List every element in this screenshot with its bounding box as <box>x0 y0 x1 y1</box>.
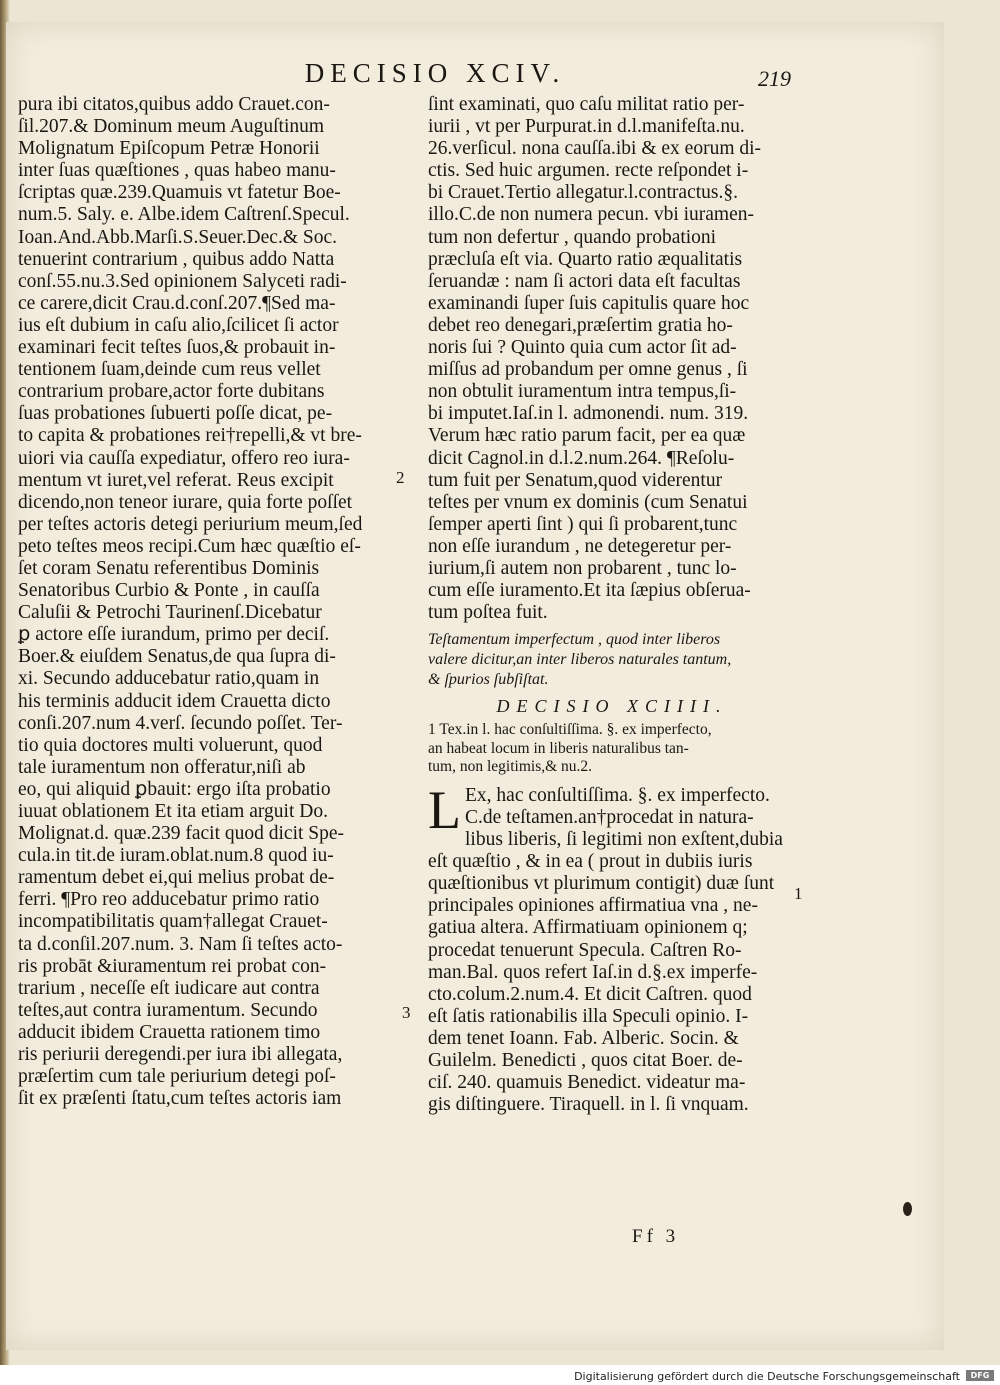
text-line: incompatibilitatis quam†allegat Crauet- <box>18 911 328 933</box>
footer-bar <box>0 1365 1000 1385</box>
text-line: ſet coram Senatu referentibus Dominis <box>18 557 320 579</box>
text-line: tale iuramentum non offeratur,niſi ab <box>18 756 306 778</box>
text-line: peto teſtes meos recipi.Cum hæc quæſtio eſ- <box>18 535 361 557</box>
text-line: to capita & probationes rei†repelli,& vt bre- <box>18 425 362 447</box>
margin-number: 2 <box>396 468 405 487</box>
text-line: miſſus ad probandum per omne genus , ſi <box>428 359 748 381</box>
text-line: his terminis adducit idem Crauetta dicto <box>18 690 331 712</box>
text-line: tenuerint contrarium , quibus addo Natta <box>18 248 335 270</box>
text-line: iurium,ſi autem non probarent , tunc lo- <box>428 557 737 579</box>
text-line: dicit Cagnol.in d.l.2.num.264. ¶Reſolu- <box>428 447 735 469</box>
text-line: Molignatum Epiſcopum Petræ Honorii <box>18 138 320 160</box>
text-line: C.de teſtamen.an†procedat in natura- <box>465 806 754 828</box>
margin-number: 1 <box>794 884 803 903</box>
decision-heading: DECISIO XCIIII. <box>496 696 728 717</box>
text-line: cto.colum.2.num.4. Et dicit Caſtren. quod <box>428 983 752 1005</box>
decision-body <box>428 779 796 1116</box>
text-line: pura ibi citatos,quibus addo Crauet.con- <box>18 94 330 115</box>
text-line: iuuat oblationem Et ita etiam arguit Do. <box>18 801 328 822</box>
index-line: an habeat locum in liberis naturalibus tan- <box>428 739 689 757</box>
text-line: man.Bal. quos refert Iaſ.in d.§.ex imperfe- <box>428 961 758 983</box>
ink-blot <box>903 1202 912 1216</box>
text-line: Senatoribus Curbio & Ponte , in cauſſa <box>18 580 320 602</box>
text-line: Caluſii & Petrochi Taurinenſ.Dicebatur <box>18 602 322 624</box>
index-line: 1 Tex.in l. hac conſultiſſima. §. ex imperfecto, <box>428 721 712 739</box>
text-line: ſil.207.& Dominum meum Auguſtinum <box>18 116 325 138</box>
text-line: trarium , neceſſe eſt iudicare aut contra <box>18 977 320 999</box>
signature-mark: Ff 3 <box>632 1226 680 1247</box>
text-line: procedat tenuerunt Specula. Caſtren Ro- <box>428 939 742 961</box>
text-line: eſt quæſtio , & in ea ( prout in dubiis iuris <box>428 851 753 873</box>
index-entry <box>428 721 796 777</box>
text-line: eo, qui aliquid ꝑbauit: ergo iſta probatio <box>18 778 331 800</box>
text-line: inter ſuas quæſtiones , quas habeo manu- <box>18 160 336 182</box>
text-line: bi Crauet.Tertio allegatur.l.contractus.§. <box>428 182 738 204</box>
text-line: quæſtionibus vt plurimum contigit) duæ ſunt <box>428 873 775 895</box>
text-line: uiori via cauſſa expediatur, offero reo iura- <box>18 447 350 469</box>
text-line: ctis. Sed huic argumen. recte reſpondet i- <box>428 160 749 182</box>
funding-credit: Digitalisierung gefördert durch die Deutsche Forschungsgemeinschaft <box>574 1370 960 1383</box>
dfg-logo: DFG <box>966 1370 994 1381</box>
text-line: iurii , vt per Purpurat.in d.l.manifeſta.nu. <box>428 116 745 138</box>
text-line: ferri. ¶Pro reo adducebatur primo ratio <box>18 889 320 911</box>
right-column-text <box>428 94 796 624</box>
text-line: conſ.55.nu.3.Sed opinionem Salyceti radi- <box>18 270 347 292</box>
initial-letter: L <box>428 779 461 840</box>
text-line: ius eſt dubium in caſu alio,ſcilicet ſi actor <box>18 314 339 336</box>
decision-body-text <box>428 779 796 1116</box>
text-line: 26.verſicul. nona cauſſa.ibi & ex eorum di- <box>428 138 762 160</box>
text-line: non eſſe iurandum , ne detegeretur per- <box>428 535 732 557</box>
text-line: non obtulit iuramentum intra tempus,ſi- <box>428 381 737 403</box>
running-head: DECISIO XCIV. <box>304 58 566 88</box>
text-line: gatiua altera. Affirmatiuam opinionem q; <box>428 917 748 939</box>
margin-number: 3 <box>402 1003 411 1022</box>
text-line: illo.C.de non numera pecun. vbi iuramen- <box>428 204 754 226</box>
text-line: dicendo,non teneor iurare, quia forte poſſet <box>18 491 353 513</box>
text-line: ris probāt &iuramentum rei probat con- <box>18 955 327 977</box>
text-line: ta d.conſil.207.num. 3. Nam ſi teſtes acto- <box>18 933 343 955</box>
text-line: contrarium probare,actor forte dubitans <box>18 381 325 403</box>
page-number: 219 <box>758 66 791 91</box>
summary-line: & ſpurios ſubſiſtat. <box>428 671 549 689</box>
text-line: tum poſtea fuit. <box>428 602 548 624</box>
text-line: principales opiniones affirmatiua vna , ne- <box>428 895 758 917</box>
decision-summary <box>428 630 796 690</box>
text-line: adducit ibidem Crauetta rationem timo <box>18 1021 321 1043</box>
index-line: tum, non legitimis,& nu.2. <box>428 758 593 776</box>
text-line: præcluſa eſt via. Quarto ratio æqualitatis <box>428 248 743 270</box>
text-line: ciſ. 240. quamuis Benedict. videatur ma- <box>428 1072 746 1094</box>
text-line: tum fuit per Senatum,quod viderentur <box>428 469 723 491</box>
text-line: tum non defertur , quando probationi <box>428 226 717 248</box>
summary-line: valere dicitur,an inter liberos naturales tantum, <box>428 651 732 669</box>
text-line: ꝑ actore eſſe iurandum, primo per deciſ. <box>18 624 330 646</box>
text-line: ſit ex præſenti ſtatu,cum teſtes actoris iam <box>18 1088 342 1110</box>
text-line: libus liberis, ſi legitimi non exſtent,dubia <box>465 829 783 851</box>
text-line: cum eſſe iuramento.Et ita ſæpius obſerua- <box>428 580 751 602</box>
text-line: debet reo denegari,præſertim gratia ho- <box>428 314 733 336</box>
text-line: Boer.& eiuſdem Senatus,de qua ſupra di- <box>18 646 336 668</box>
left-column <box>18 94 398 1110</box>
text-line: ramentum debet ei,qui melius probat de- <box>18 867 335 889</box>
text-line: bi imputet.Iaſ.in l. admonendi. num. 319. <box>428 403 749 425</box>
text-line: teſtes,aut contra iuramentum. Secundo <box>18 999 318 1021</box>
text-line: conſi.207.num 4.verſ. ſecundo poſſet. Ter- <box>18 712 343 734</box>
text-line: noris ſui ? Quinto quia cum actor ſit ad- <box>428 337 737 359</box>
text-line: Molignat.d. quæ.239 facit quod dicit Spe- <box>18 823 345 845</box>
text-line: ce carere,dicit Crau.d.conſ.207.¶Sed ma- <box>18 292 336 314</box>
text-line: ſcriptas quæ.239.Quamuis vt fatetur Boe- <box>18 182 341 204</box>
text-line: præſertim cum tale periurium detegi poſ- <box>18 1066 336 1088</box>
text-line: Ioan.And.Abb.Marſi.S.Seuer.Dec.& Soc. <box>18 226 337 248</box>
text-line: ſeruandæ : nam ſi actori data eſt facultas <box>428 270 741 292</box>
text-line: Verum hæc ratio parum facit, per ea quæ <box>428 425 746 447</box>
text-line: ris periurii deregendi.per iura ibi allegata, <box>18 1044 343 1066</box>
text-line: num.5. Saly. e. Albe.idem Caſtrenſ.Specul. <box>18 204 350 226</box>
text-line: examinari fecit teſtes ſuos,& probauit in- <box>18 337 336 359</box>
text-line: ſint examinati, quo caſu militat ratio per- <box>428 94 745 115</box>
text-line: Ex, hac conſultiſſima. §. ex imperfecto. <box>465 784 770 806</box>
summary-line: Teſtamentum imperfectum , quod inter liberos <box>428 631 721 649</box>
right-column <box>428 94 796 1116</box>
text-line: gis diſtinguere. Tiraquell. in l. ſi vnquam. <box>428 1094 749 1116</box>
text-line: teſtes per vnum ex dominis (cum Senatui <box>428 491 748 513</box>
text-line: Guilelm. Benedicti , quos citat Boer. de- <box>428 1049 743 1071</box>
text-line: eſt ſatis rationabilis illa Speculi opinio. I- <box>428 1005 749 1027</box>
text-line: mentum vt iuret,vel referat. Reus excipit <box>18 469 334 491</box>
text-line: examinandi ſuper ſuis capitulis quare hoc <box>428 292 750 314</box>
text-line: per teſtes actoris detegi periurium meum,ſed <box>18 513 363 535</box>
text-line: dem tenet Ioann. Fab. Alberic. Socin. & <box>428 1027 739 1049</box>
text-line: ſuas probationes ſubuerti poſſe dicat, pe- <box>18 403 333 425</box>
text-line: tentionem ſuam,deinde cum reus vellet <box>18 359 321 381</box>
text-line: ſemper aperti ſint ) qui ſi probarent,tunc <box>428 513 738 535</box>
text-line: xi. Secundo adducebatur ratio,quam in <box>18 668 320 690</box>
text-line: tio quia doctores multi voluerunt, quod <box>18 734 323 756</box>
text-line: cula.in tit.de iuram.oblat.num.8 quod iu- <box>18 845 334 867</box>
